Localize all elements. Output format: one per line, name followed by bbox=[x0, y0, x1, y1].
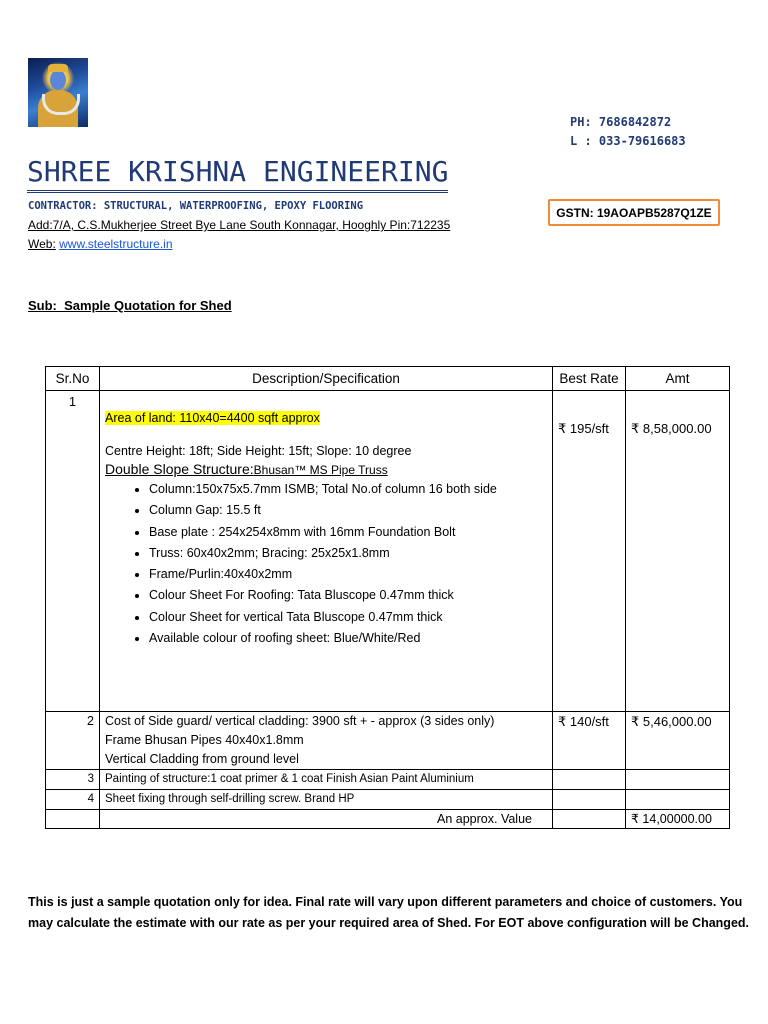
header-amount: Amt bbox=[626, 367, 730, 391]
row4-amount bbox=[626, 790, 730, 810]
row2-line2: Frame Bhusan Pipes 40x40x1.8mm bbox=[105, 733, 304, 747]
website-link[interactable]: www.steelstructure.in bbox=[59, 237, 173, 251]
landline-line bbox=[570, 134, 686, 148]
structure-main: Double Slope Structure: bbox=[105, 461, 254, 477]
contractor-line: CONTRACTOR: STRUCTURAL, WATERPROOFING, EPOXY FLOORING bbox=[28, 200, 364, 212]
subject-line: Sub: Sample Quotation for Shed bbox=[28, 298, 232, 313]
gstn-box: GSTN: 19AOAPB5287Q1ZE bbox=[548, 199, 720, 226]
footer-note: This is just a sample quotation only for idea. Final rate will vary upon different parameters and choice of customers. You may calculate the estimate with our rate as per your required area of Shed. For EOT above configuration will be Changed. bbox=[28, 895, 750, 930]
list-item: • Column:150x75x5.7mm ISMB; Total No.of column 16 both side bbox=[149, 479, 547, 500]
landline-number: 033-79616683 bbox=[598, 134, 686, 148]
row3-amount bbox=[626, 770, 730, 790]
list-item: • Colour Sheet for vertical Tata Bluscope 0.47mm thick bbox=[149, 607, 547, 628]
list-item: • Column Gap: 15.5 ft bbox=[149, 500, 547, 521]
list-item: • Available colour of roofing sheet: Blue/White/Red bbox=[149, 628, 547, 649]
row2-amount: ₹ 5,46,000.00 bbox=[626, 712, 730, 770]
list-item: • Frame/Purlin:40x40x2mm bbox=[149, 564, 547, 585]
structure-title bbox=[105, 461, 547, 477]
logo-crown bbox=[48, 64, 68, 72]
table-header-row bbox=[46, 367, 730, 391]
row1-amount: ₹ 8,58,000.00 bbox=[626, 391, 730, 712]
row2-srno: 2 bbox=[46, 712, 100, 770]
table-row bbox=[46, 391, 730, 712]
list-item: • Base plate : 254x254x8mm with 16mm Foundation Bolt bbox=[149, 522, 547, 543]
phone-line bbox=[570, 115, 671, 129]
table-row bbox=[46, 770, 730, 790]
row1-rate: ₹ 195/sft bbox=[553, 391, 626, 712]
list-item: • Colour Sheet For Roofing: Tata Bluscope 0.47mm thick bbox=[149, 585, 547, 606]
row2-description bbox=[100, 712, 553, 770]
total-rate bbox=[553, 810, 626, 829]
row2-line3: Vertical Cladding from ground level bbox=[105, 752, 299, 766]
header-srno: Sr.No bbox=[46, 367, 100, 391]
row4-rate bbox=[553, 790, 626, 810]
logo-face bbox=[50, 70, 66, 90]
krishna-logo-image bbox=[28, 58, 88, 127]
row4-srno: 4 bbox=[46, 790, 100, 810]
web-label: Web: bbox=[28, 237, 56, 251]
landline-label: L : bbox=[570, 134, 592, 148]
row1-srno: 1 bbox=[46, 391, 100, 712]
row4-description: Sheet fixing through self-drilling screw. Brand HP bbox=[100, 790, 553, 810]
total-label: An approx. Value bbox=[100, 810, 553, 829]
table-row bbox=[46, 790, 730, 810]
web-line bbox=[28, 237, 173, 251]
row1-description bbox=[100, 391, 553, 712]
header-best-rate: Best Rate bbox=[553, 367, 626, 391]
row3-srno: 3 bbox=[46, 770, 100, 790]
header-description: Description/Specification bbox=[100, 367, 553, 391]
total-row bbox=[46, 810, 730, 829]
phone-label: PH: bbox=[570, 115, 592, 129]
structure-brand: Bhusan™ MS Pipe Truss bbox=[253, 463, 388, 477]
list-item: • Truss: 60x40x2mm; Bracing: 25x25x1.8mm bbox=[149, 543, 547, 564]
area-highlight: Area of land: 110x40=4400 sqft approx bbox=[105, 411, 320, 425]
address-line: Add:7/A, C.S.Mukherjee Street Bye Lane South Konnagar, Hooghly Pin:712235 bbox=[28, 218, 451, 232]
quotation-table bbox=[45, 366, 730, 829]
company-name: SHREE KRISHNA ENGINEERING bbox=[27, 155, 448, 193]
heights-text: Centre Height: 18ft; Side Height: 15ft; Slope: 10 degree bbox=[105, 444, 412, 458]
row2-rate: ₹ 140/sft bbox=[553, 712, 626, 770]
spec-list bbox=[105, 479, 547, 649]
total-amount: ₹ 14,00000.00 bbox=[626, 810, 730, 829]
table-row bbox=[46, 712, 730, 770]
row3-rate bbox=[553, 770, 626, 790]
total-srno bbox=[46, 810, 100, 829]
row2-line1: Cost of Side guard/ vertical cladding: 3900 sft + - approx (3 sides only) bbox=[105, 714, 495, 728]
row3-description: Painting of structure:1 coat primer & 1 coat Finish Asian Paint Aluminium bbox=[100, 770, 553, 790]
phone-number: 7686842872 bbox=[598, 115, 672, 129]
